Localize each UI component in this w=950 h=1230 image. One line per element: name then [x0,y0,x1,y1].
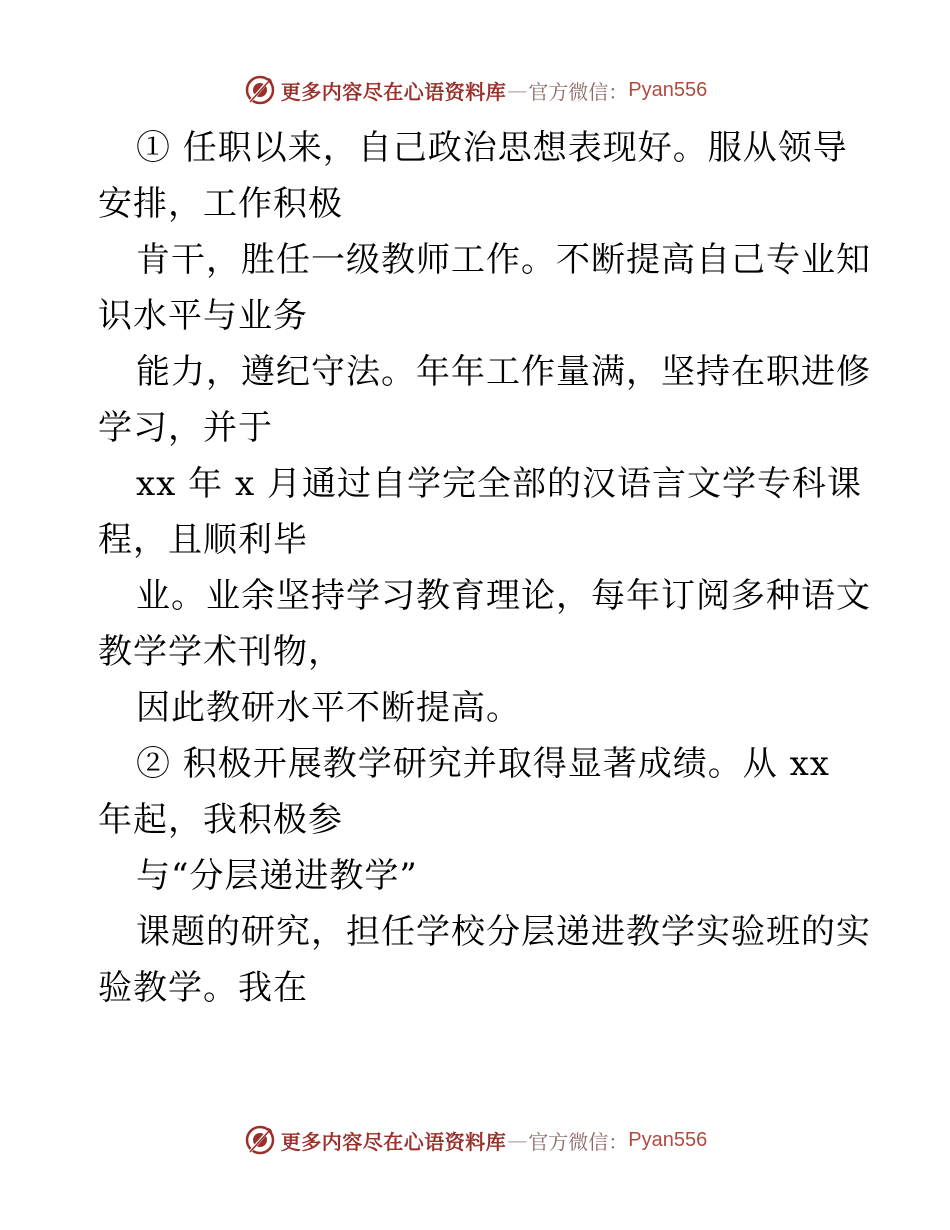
text-line: 验教学。我在 [98,968,308,1008]
quill-seal-logo-icon [243,1123,277,1157]
header-brand-text: 更多内容尽在心语资料库 [280,79,507,104]
text-line: 学习，并于 [98,408,273,448]
text-line: 教学学术刊物， [98,632,343,672]
header-banner [0,70,950,110]
header-wechat-label: 官方微信： [528,79,629,104]
document-body [98,120,871,1016]
text-line: 与“分层递进教学” [136,856,418,896]
text-line: 识水平与业务 [98,296,308,336]
text-line: 课题的研究，担任学校分层递进教学实验班的实 [136,912,871,952]
text-line: 业。业余坚持学习教育理论，每年订阅多种语文 [136,576,871,616]
footer-wechat-id: Pyan556 [628,1128,708,1151]
text-line: xx 年 x 月通过自学完全部的汉语言文学专科课 [136,464,862,504]
footer-dash: — [507,1128,528,1152]
text-line: ① 任职以来，自己政治思想表现好。服从领导 [136,128,848,168]
header-wechat-id: Pyan556 [628,78,708,101]
text-line: 年起，我积极参 [98,800,343,840]
text-line: 因此教研水平不断提高。 [136,688,521,728]
header-dash: — [507,78,528,102]
text-line: 能力，遵纪守法。年年工作量满，坚持在职进修 [136,352,871,392]
text-line: 肯干，胜任一级教师工作。不断提高自己专业知 [136,240,871,280]
text-line: 安排，工作积极 [98,184,343,224]
footer-banner [0,1120,950,1160]
footer-brand-text: 更多内容尽在心语资料库 [280,1129,507,1154]
quill-seal-logo-icon [243,73,277,107]
footer-wechat-label: 官方微信： [528,1129,629,1154]
text-line: ② 积极开展教学研究并取得显著成绩。从 xx [136,744,830,784]
text-line: 程，且顺利毕 [98,520,308,560]
